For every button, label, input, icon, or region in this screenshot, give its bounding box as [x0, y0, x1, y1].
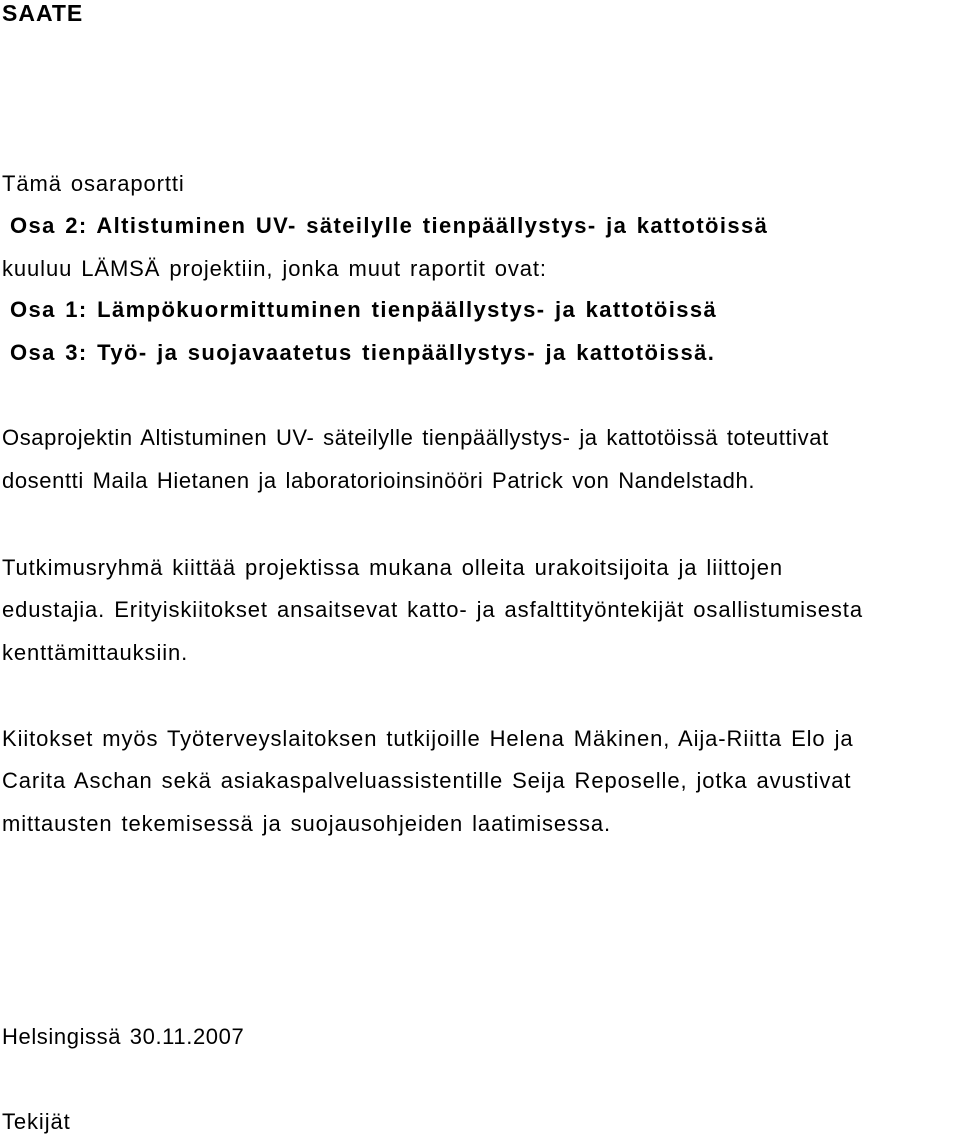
- paragraph3-line-1: Kiitokset myös Työterveyslaitoksen tutkijoille Helena Mäkinen, Aija-Riitta Elo ja: [2, 726, 854, 751]
- place-date: Helsingissä 30.11.2007: [2, 1024, 245, 1049]
- paragraph2-line-1: Tutkimusryhmä kiittää projektissa mukana olleita urakoitsijoita ja liittojen: [2, 555, 783, 580]
- paragraph3-line-3: mittausten tekemisessä ja suojausohjeiden laatimisessa.: [2, 811, 612, 836]
- document-title: SAATE: [2, 0, 84, 26]
- other-report-2: Osa 3: Työ- ja suojavaatetus tienpäällystys- ja kattotöissä.: [10, 340, 716, 365]
- paragraph3-line-2: Carita Aschan sekä asiakaspalveluassistentille Seija Reposelle, jotka avustivat: [2, 768, 852, 793]
- belongs-to-text: kuuluu LÄMSÄ projektiin, jonka muut raportit ovat:: [2, 256, 547, 281]
- intro-text: Tämä osaraportti: [2, 171, 185, 196]
- signature: Tekijät: [2, 1109, 71, 1134]
- paragraph1-line-2: dosentti Maila Hietanen ja laboratorioinsinööri Patrick von Nandelstadh.: [2, 468, 756, 493]
- report-title: Osa 2: Altistuminen UV- säteilylle tienpäällystys- ja kattotöissä: [10, 213, 769, 238]
- paragraph2-line-3: kenttämittauksiin.: [2, 640, 189, 665]
- other-report-1: Osa 1: Lämpökuormittuminen tienpäällystys- ja kattotöissä: [10, 297, 718, 322]
- paragraph1-line-1: Osaprojektin Altistuminen UV- säteilylle tienpäällystys- ja kattotöissä toteuttivat: [2, 425, 829, 450]
- paragraph2-line-2: edustajia. Erityiskiitokset ansaitsevat katto- ja asfalttityöntekijät osallistumisesta: [2, 597, 863, 622]
